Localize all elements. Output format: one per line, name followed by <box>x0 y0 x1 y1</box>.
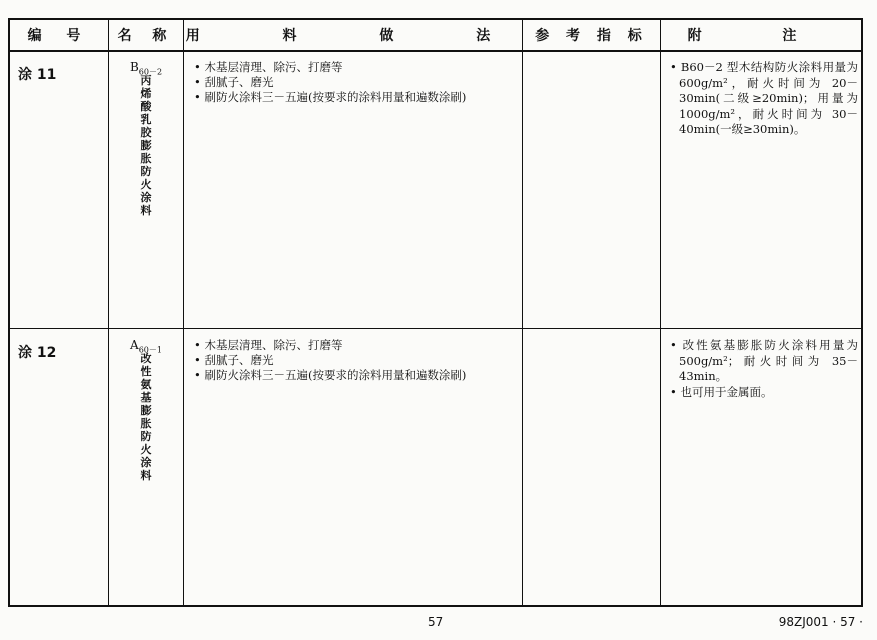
model-number: $A_{60-1}$ <box>130 338 162 355</box>
method-steps <box>194 338 526 383</box>
notes-cell <box>670 338 858 400</box>
method-step: • 刷防火涂料三－五遍(按要求的涂料用量和遍数涂刷) <box>194 90 526 105</box>
column-divider <box>183 20 184 605</box>
row-code: 涂 11 <box>18 67 57 83</box>
header-notes: 附 注 <box>687 28 835 44</box>
header-code: 编 号 <box>27 28 91 44</box>
header-method: 用 料 做 法 <box>185 28 521 44</box>
note-item: • B60－2 型木结构防火涂料用量为 600g/m²，耐火时间为 20－30min(二级≥20min)；用量为 1000g/m²，耐火时间为 30－40min(一级≥30min)。 <box>670 60 858 138</box>
document-reference: 98ZJ001 · 57 · <box>778 615 863 629</box>
row-divider <box>10 328 861 329</box>
method-step: • 刮腻子、磨光 <box>194 353 526 368</box>
model-number: $B_{60-2}$ <box>129 60 163 77</box>
page-number: 57 <box>428 615 444 629</box>
note-item: • 改性氨基膨胀防火涂料用量为 500g/m²；耐火时间为 35－43min。 <box>670 338 858 385</box>
header-reference: 参 考 指 标 <box>535 28 648 44</box>
notes-cell <box>670 60 858 138</box>
method-steps <box>194 60 526 105</box>
method-step: • 木基层清理、除污、打磨等 <box>194 60 526 75</box>
header-name: 名 称 <box>117 28 175 44</box>
column-divider <box>108 20 109 605</box>
column-divider <box>522 20 523 605</box>
column-divider <box>660 20 661 605</box>
construction-table <box>8 18 863 607</box>
method-step: • 刷防火涂料三－五遍(按要求的涂料用量和遍数涂刷) <box>194 368 526 383</box>
note-item: • 也可用于金属面。 <box>670 385 858 401</box>
product-name: 丙烯酸乳胶膨胀防火涂料 <box>140 74 152 217</box>
method-step: • 刮腻子、磨光 <box>194 75 526 90</box>
product-name: 改性氨基膨胀防火涂料 <box>140 352 152 482</box>
header-divider <box>10 50 861 52</box>
method-step: • 木基层清理、除污、打磨等 <box>194 338 526 353</box>
row-code: 涂 12 <box>18 345 57 361</box>
